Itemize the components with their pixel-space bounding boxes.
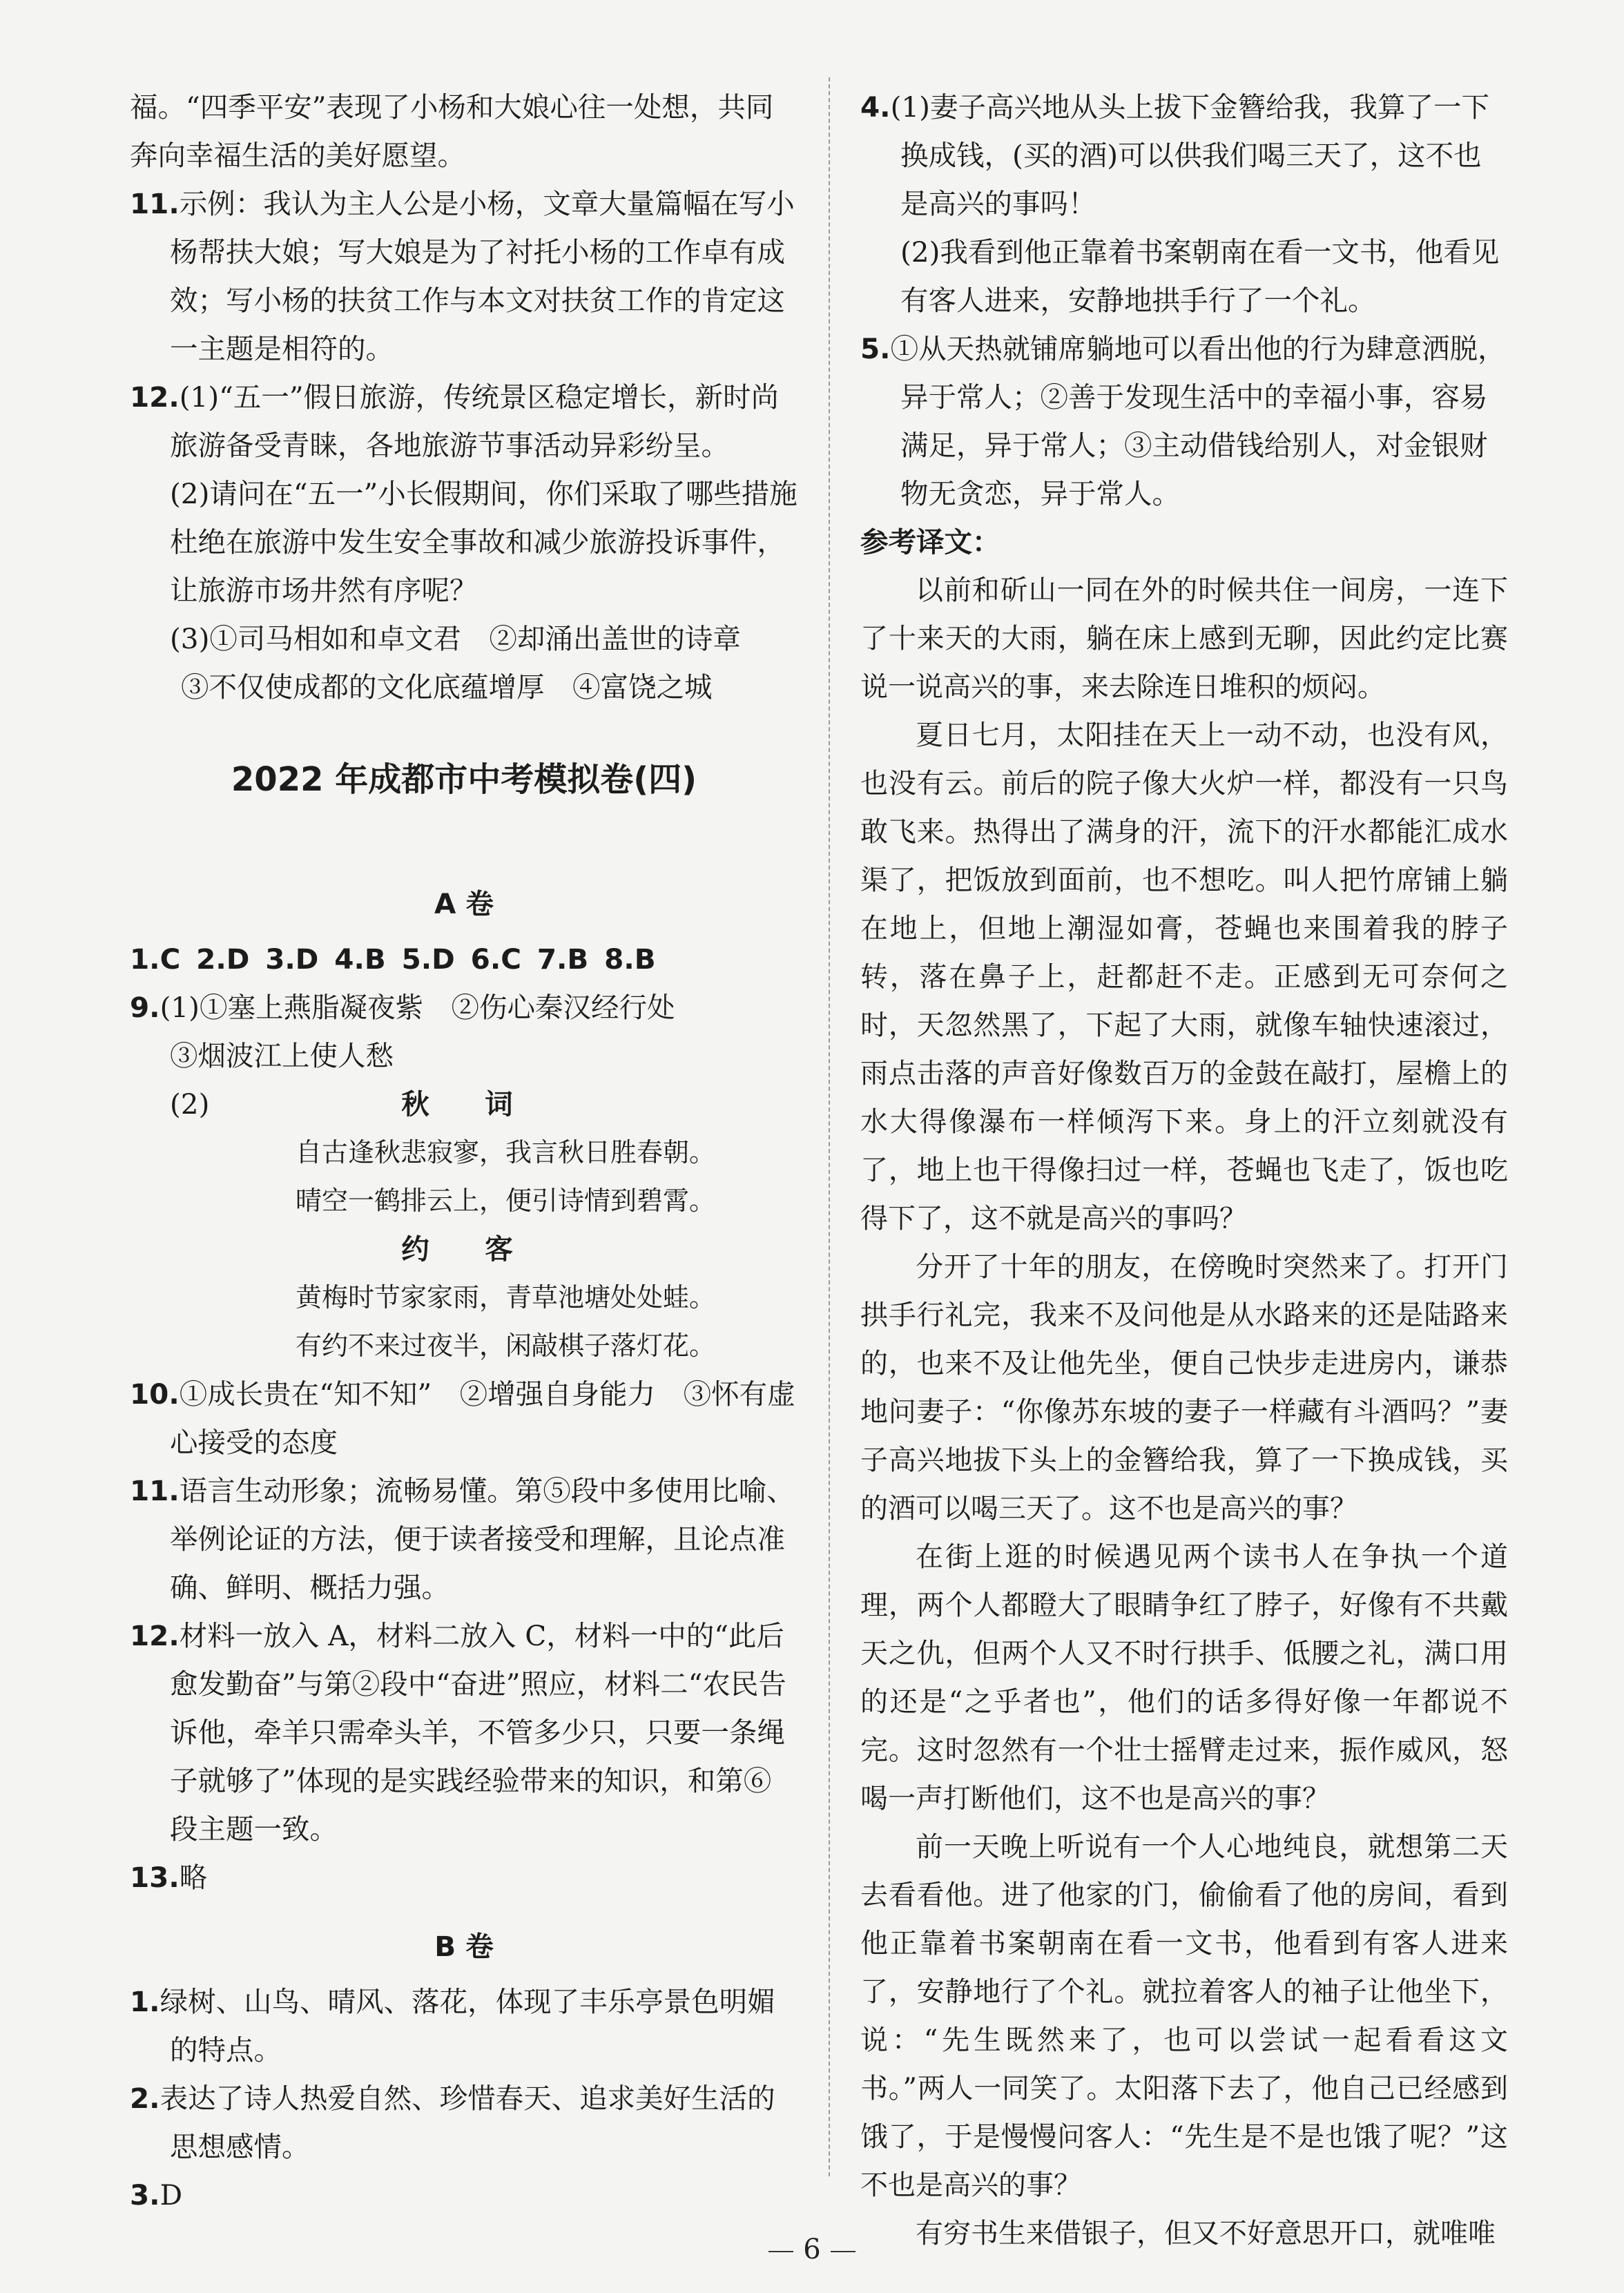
item-number: 11. <box>130 1474 180 1507</box>
answer-item-9 <box>130 983 798 1032</box>
poem-line: 晴空一鹤排云上，便引诗情到碧霄。 <box>296 1186 716 1216</box>
answer-text: (1)①塞上燕脂凝夜紫 ②伤心秦汉经行处 <box>160 991 675 1024</box>
section-b-heading: B 卷 <box>434 1930 494 1963</box>
answer-item-12-part3a <box>130 615 798 663</box>
answer-item-12-part3b <box>130 663 798 711</box>
answer-text: 表达了诗人热爱自然、珍惜春天、追求美好生活的思想感情。 <box>160 2082 775 2163</box>
translation-paragraph: 在街上逛的时候遇见两个读书人在争执一个道理，两个人都瞪大了眼睛争红了脖子，好像有不共戴天之仇，但两个人又不时行拱手、低腰之礼，满口用的还是“之乎者也”，他们的话多得好像一年都说不完。这时忽然有一个壮士摇臂走过来，振作威风，怒喝一声打断他们，这不也是高兴的事？ <box>860 1541 1508 1815</box>
mc-answer: 6.C <box>470 942 521 976</box>
answer-text: ①成长贵在“知不知” ②增强自身能力 ③怀有虚心接受的态度 <box>170 1377 795 1459</box>
poem-title: 秋 词 <box>401 1087 527 1121</box>
item-number: 1. <box>130 1985 160 2018</box>
answer-text: (2)请问在“五一”小长假期间，你们采取了哪些措施杜绝在旅游中发生安全事故和减少旅游投诉事件，让旅游市场井然有序呢？ <box>170 477 798 607</box>
answer-item-12 <box>130 373 798 470</box>
column-divider <box>829 77 830 2176</box>
answer-item-11 <box>130 180 798 373</box>
multiple-choice-answers <box>130 935 798 983</box>
item-number: 12. <box>130 380 180 414</box>
translation-paragraph: 有穷书生来借银子，但又不好意思开口，就唯唯 <box>916 2218 1496 2250</box>
item-number: 12. <box>130 1619 180 1652</box>
poem-line: 有约不来过夜半，闲敲棋子落灯花。 <box>296 1331 716 1361</box>
translation-paragraph: 夏日七月，太阳挂在天上一动不动，也没有风，也没有云。前后的院子像大火炉一样，都没有一只鸟敢飞来。热得出了满身的汗，流下的汗水都能汇成水渠了，把饭放到面前，也不想吃。叫人把竹席铺上躺在地上，但地上潮湿如膏，苍蝇也来围着我的脖子转，落在鼻子上，赶都赶不走。正感到无可奈何之时，天忽然黑了，下起了大雨，就像车轴快速滚过，雨点击落的声音好像数百万的金鼓在敲打，屋檐上的水大得像瀑布一样倾泻下来。身上的汗立刻就没有了，地上也干得像扫过一样，苍蝇也飞走了，饭也吃得下了，这不就是高兴的事吗？ <box>860 719 1508 1235</box>
answer-text: ③不仅使成都的文化底蕴增厚 ④富饶之城 <box>181 670 713 704</box>
q10-continuation <box>130 83 798 180</box>
answer-item-4-part2 <box>860 228 1508 325</box>
poem-line: 黄梅时节家家雨，青草池塘处处蛙。 <box>296 1282 716 1313</box>
answer-item-13 <box>130 1853 798 1902</box>
answer-item-5 <box>860 325 1508 518</box>
right-column <box>860 83 1508 2258</box>
answer-item-11b <box>130 1467 798 1612</box>
mc-answer: 3.D <box>265 942 319 976</box>
answer-text: (1)妻子高兴地从头上拔下金簪给我，我算了一下换成钱，(买的酒)可以供我们喝三天了，这不也是高兴的事吗！ <box>890 90 1489 220</box>
answer-text: (2)我看到他正靠着书案朝南在看一文书，他看见有客人进来，安静地拱手行了一个礼。 <box>900 235 1500 317</box>
answer-item-b3 <box>130 2171 798 2219</box>
mc-answer: 2.D <box>196 942 250 976</box>
mc-answer: 8.B <box>604 942 656 976</box>
item-number: 5. <box>860 332 891 365</box>
translation-paragraph: 以前和斫山一同在外的时候共住一间房，一连下了十来天的大雨，躺在床上感到无聊，因此约定比赛说一说高兴的事，来去除连日堆积的烦闷。 <box>860 574 1508 703</box>
poem-title: 约 客 <box>401 1232 527 1266</box>
sub-label: (2) <box>170 1087 210 1121</box>
item-number: 13. <box>130 1861 180 1894</box>
answer-item-4 <box>860 83 1508 228</box>
dash-decoration <box>831 2251 856 2252</box>
mc-answer: 5.D <box>401 942 455 976</box>
reference-translation-label: 参考译文： <box>860 525 1000 559</box>
answer-item-10 <box>130 1370 798 1467</box>
mc-answer: 1.C <box>130 942 181 976</box>
answer-text: ①从天热就铺席躺地可以看出他的行为肆意洒脱，异于常人；②善于发现生活中的幸福小事，容易满足，异于常人；③主动借钱给别人，对金银财物无贪恋，异于常人。 <box>890 332 1506 510</box>
poem-line: 自古逢秋悲寂寥，我言秋日胜春朝。 <box>296 1137 716 1168</box>
item-number: 4. <box>860 90 891 124</box>
answer-item-12-part2 <box>130 470 798 615</box>
left-column <box>130 83 798 2219</box>
answer-text: (1)“五一”假日旅游，传统景区稳定增长，新时尚旅游备受青睐，各地旅游节事活动异彩纷呈。 <box>170 380 780 462</box>
answer-text: ③烟波江上使人愁 <box>170 1039 394 1072</box>
page-number-text: 6 <box>803 2234 821 2265</box>
answer-text: 语言生动形象；流畅易懂。第⑤段中多使用比喻、举例论证的方法，便于读者接受和理解，且论点准确、鲜明、概括力强。 <box>170 1474 795 1604</box>
page-number <box>0 2234 1624 2265</box>
item-number: 9. <box>130 991 160 1024</box>
answer-text: D <box>160 2178 183 2212</box>
answer-text: 绿树、山鸟、晴风、落花，体现了丰乐亭景色明媚的特点。 <box>160 1985 775 2067</box>
item-number: 3. <box>130 2178 160 2212</box>
item-number: 11. <box>130 187 180 220</box>
answer-item-9-part2 <box>130 1080 798 1128</box>
answer-text: 福。“四季平安”表现了小杨和大娘心往一处想，共同奔向幸福生活的美好愿望。 <box>130 90 774 172</box>
translation-paragraph: 前一天晚上听说有一个人心地纯良，就想第二天去看看他。进了他家的门，偷偷看了他的房间，看到他正靠着书案朝南在看一文书，他看到有客人进来了，安静地行了个礼。就拉着客人的袖子让他坐下，说：“先生既然来了，也可以尝试一起看看这文书。”两人一同笑了。太阳落下去了，他自己已经感到饿了，于是慢慢问客人：“先生是不是也饿了呢？”这不也是高兴的事？ <box>860 1831 1508 2201</box>
answer-text: 略 <box>179 1861 208 1894</box>
mc-answer: 4.B <box>334 942 386 976</box>
answer-text: (3)①司马相如和卓文君 ②却涌出盖世的诗章 <box>170 622 741 655</box>
answer-item-12b <box>130 1612 798 1853</box>
mc-answer: 7.B <box>536 942 589 976</box>
answer-item-b1 <box>130 1977 798 2074</box>
answer-text: 示例：我认为主人公是小杨，文章大量篇幅在写小杨帮扶大娘；写大娘是为了衬托小杨的工作卓有成效；写小杨的扶贫工作与本文对扶贫工作的肯定这一主题是相符的。 <box>170 187 795 365</box>
answer-text: 材料一放入 A，材料二放入 C，材料一中的“此后愈发勤奋”与第②段中“奋进”照应，材料二“农民告诉他，牵羊只需牵头羊，不管多少只，只要一条绳子就够了”体现的是实践经验带来的知识，和第⑥段主题一致。 <box>170 1619 786 1846</box>
translation-paragraph: 分开了十年的朋友，在傍晚时突然来了。打开门拱手行礼完，我来不及问他是从水路来的还是陆路来的，也来不及让他先坐，便自己快步走进房内，谦恭地问妻子：“你像苏东坡的妻子一样藏有斗酒吗？”妻子高兴地拔下头上的金簪给我，算了一下换成钱，买的酒可以喝三天了。这不也是高兴的事？ <box>860 1251 1508 1525</box>
answer-item-b2 <box>130 2074 798 2171</box>
exam-title: 2022 年成都市中考模拟卷(四) <box>231 760 697 799</box>
item-number: 10. <box>130 1377 180 1411</box>
item-number: 2. <box>130 2082 160 2115</box>
section-a-heading: A 卷 <box>434 887 494 920</box>
dash-decoration <box>768 2251 793 2252</box>
answer-item-9-line2 <box>130 1032 798 1080</box>
